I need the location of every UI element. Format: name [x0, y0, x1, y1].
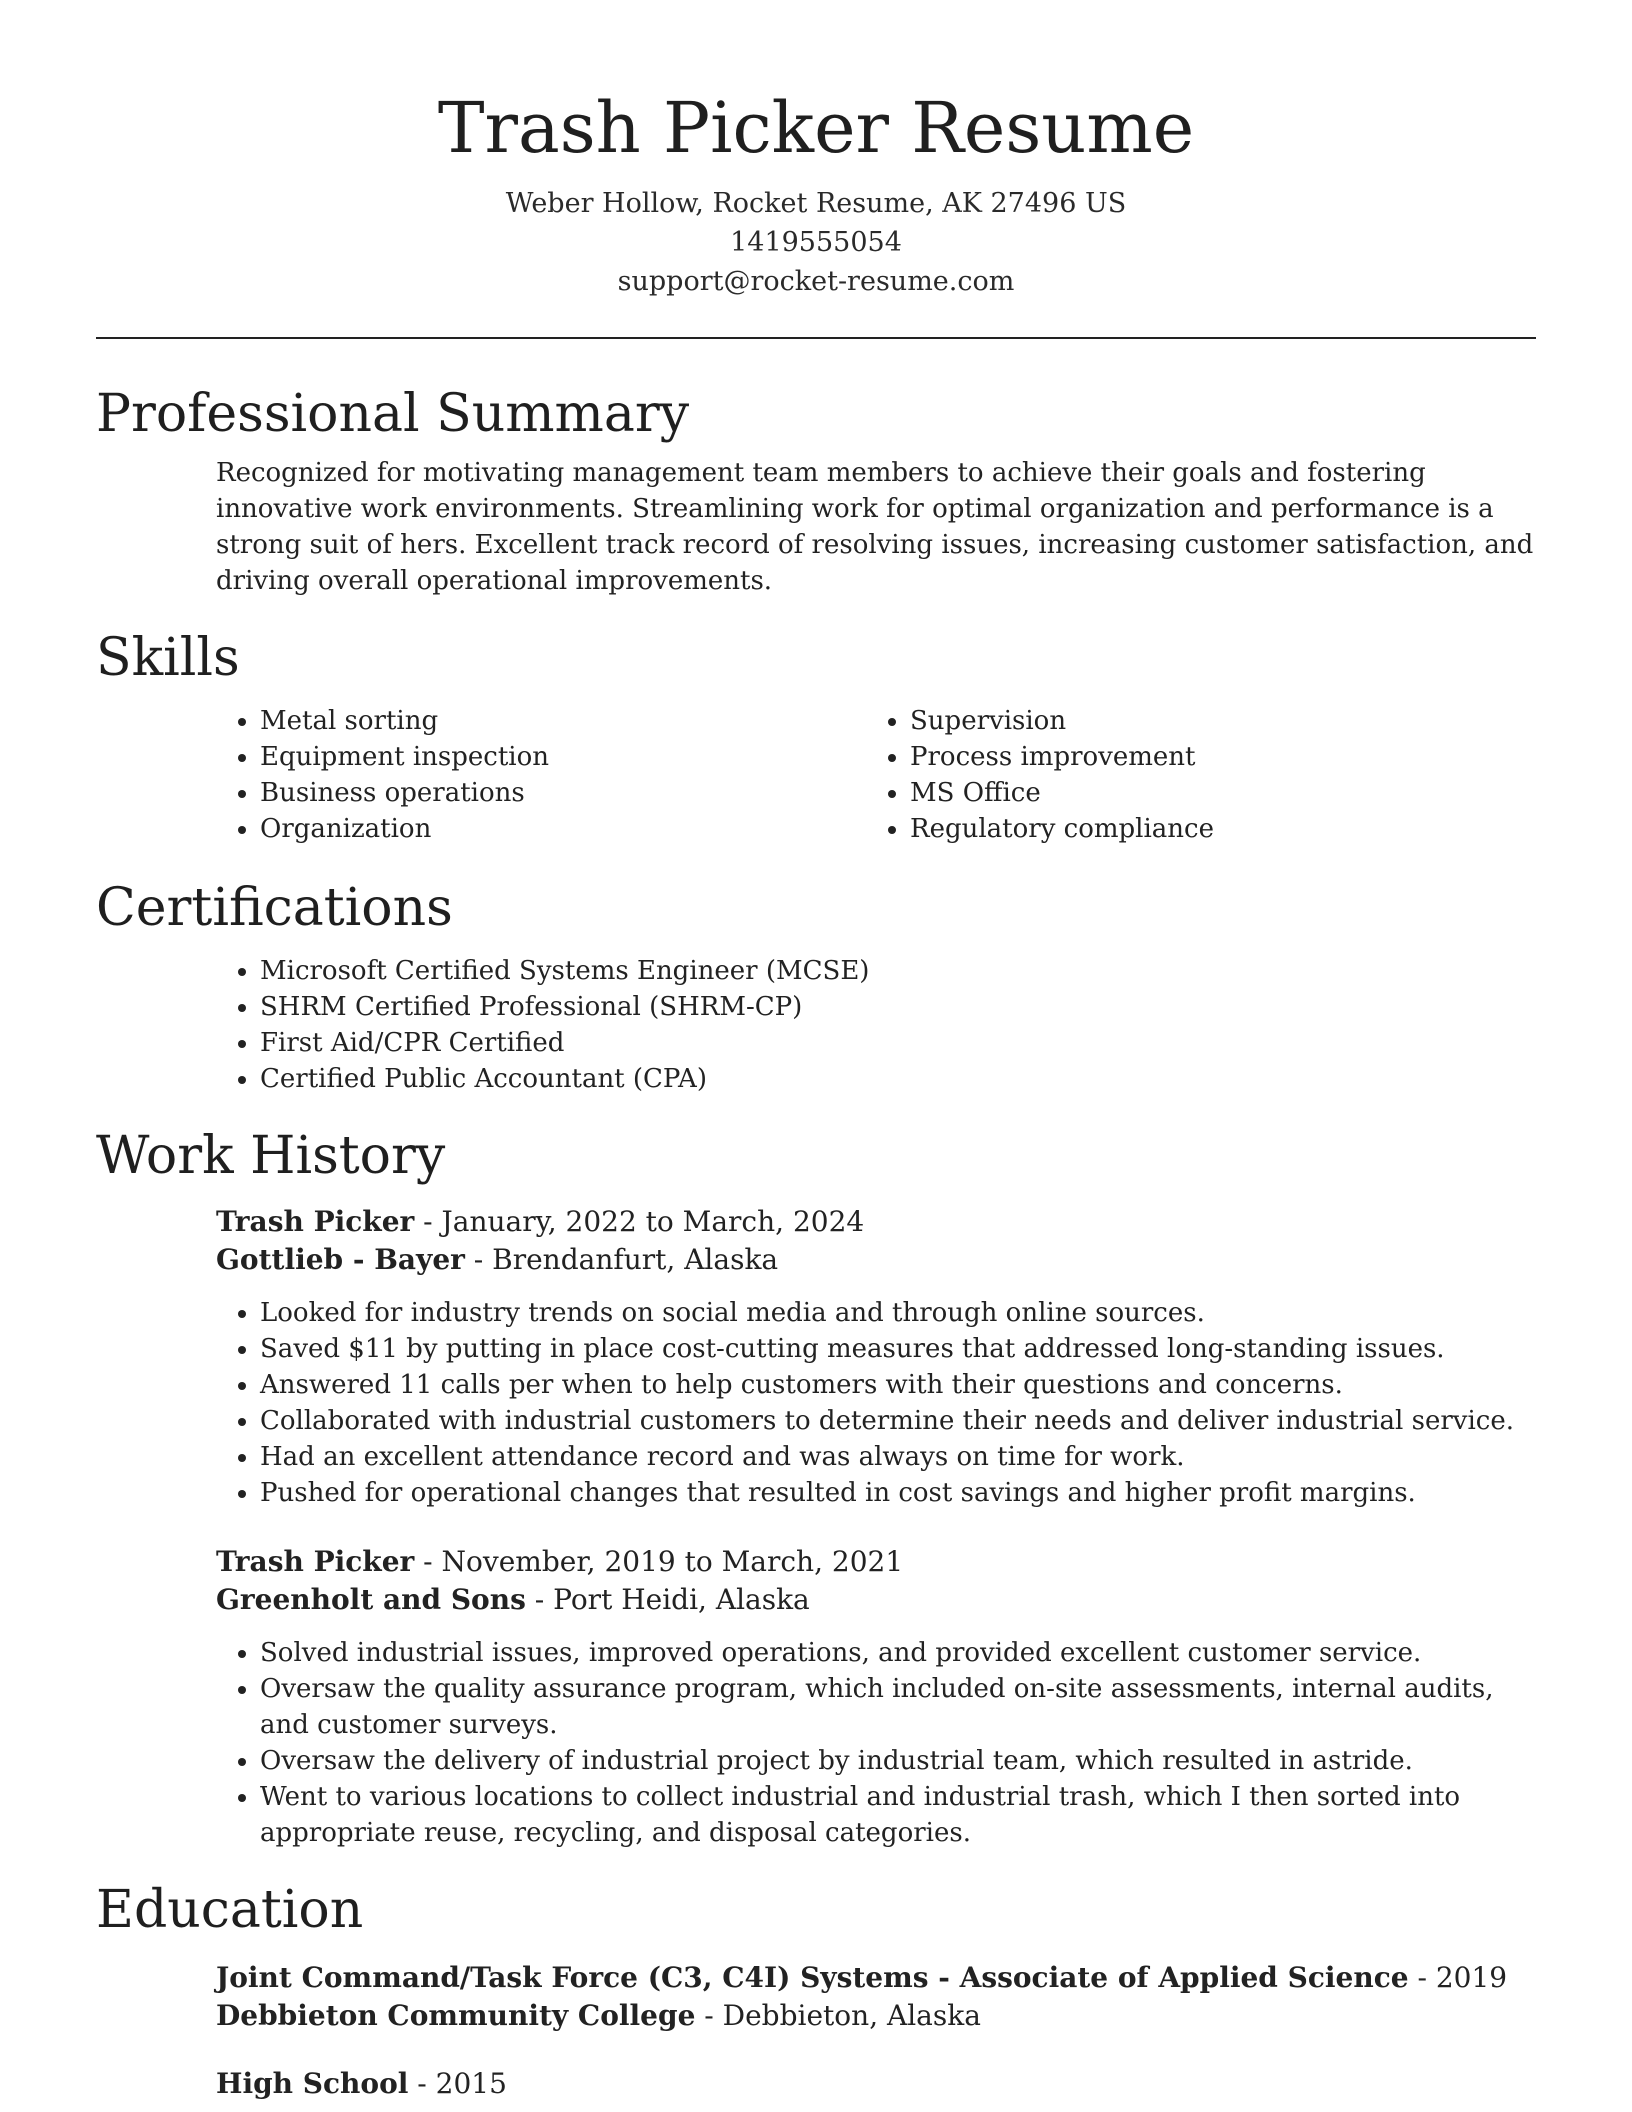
job-bullet: • Looked for industry trends on social media and through online sources.: [260, 1295, 1536, 1331]
skill-item: • Supervision: [910, 703, 1516, 739]
skill-item: • Organization: [260, 811, 866, 847]
resume-title: Trash Picker Resume: [437, 87, 1195, 169]
job-bullet: • Oversaw the quality assurance program, which included on-site assessments, internal audits, and customer surveys.: [260, 1671, 1536, 1743]
job-bullet: • Went to various locations to collect industrial and industrial trash, which I then sorted into appropriate reuse, recycling, and disposal categories.: [260, 1779, 1536, 1851]
education-section: [96, 1875, 1536, 2103]
skill-item: • Equipment inspection: [260, 739, 866, 775]
certification-item: • Microsoft Certified Systems Engineer (MCSE): [260, 953, 1536, 989]
education-degree: High School: [216, 2067, 409, 2100]
address: Weber Hollow, Rocket Resume, AK 27496 US: [505, 188, 1127, 219]
skill-item: • Metal sorting: [260, 703, 866, 739]
education-school: Debbieton Community College: [216, 1999, 696, 2032]
summary-heading: Professional Summary: [96, 384, 690, 444]
work-history-section: [96, 1121, 1536, 1851]
email: support@rocket-resume.com: [617, 266, 1015, 297]
work-history-heading: Work History: [96, 1126, 446, 1186]
job-entry: [216, 1203, 1536, 1511]
skills-grid: [216, 703, 1536, 847]
work-history-body: [216, 1203, 1536, 1851]
job-bullet: • Answered 11 calls per when to help customers with their questions and concerns.: [260, 1367, 1536, 1403]
job-dates: - January, 2022 to March, 2024: [414, 1205, 865, 1238]
job-bullets: [216, 1295, 1536, 1511]
summary-section: [96, 379, 1536, 599]
job-role: Trash Picker: [216, 1545, 415, 1578]
certifications-section: [96, 873, 1536, 1097]
job-dates: - November, 2019 to March, 2021: [414, 1545, 904, 1578]
education-year: - 2019: [1408, 1961, 1508, 1994]
job-bullet: • Collaborated with industrial customers to determine their needs and deliver industrial service.: [260, 1403, 1536, 1439]
resume-page: [96, 0, 1536, 2103]
certifications-list: [216, 953, 1536, 1097]
job-bullet: • Solved industrial issues, improved operations, and provided excellent customer service.: [260, 1635, 1536, 1671]
job-title-line: [216, 1203, 1536, 1241]
certification-item: • SHRM Certified Professional (SHRM-CP): [260, 989, 1536, 1025]
resume-header: [96, 0, 1536, 301]
skill-item: • Business operations: [260, 775, 866, 811]
education-degree-line: [216, 1959, 1536, 1997]
certification-item: • Certified Public Accountant (CPA): [260, 1061, 1536, 1097]
header-divider: [96, 337, 1536, 339]
skills-list-left: [216, 703, 866, 847]
skills-section: [96, 623, 1536, 847]
job-company: Greenholt and Sons: [216, 1583, 526, 1616]
education-school-line: [216, 1997, 1536, 2035]
certifications-heading: Certifications: [96, 878, 453, 938]
education-entry: [216, 1959, 1536, 2035]
education-heading: Education: [96, 1880, 364, 1940]
education-location: - Debbieton, Alaska: [695, 1999, 981, 2032]
job-company: Gottlieb - Bayer: [216, 1243, 465, 1276]
contact-block: [96, 184, 1536, 301]
skill-item: • Process improvement: [910, 739, 1516, 775]
education-degree-line: [216, 2065, 1536, 2103]
job-bullet: • Had an excellent attendance record and was always on time for work.: [260, 1439, 1536, 1475]
skills-list-right: [866, 703, 1516, 847]
job-entry: [216, 1543, 1536, 1851]
summary-text: Recognized for motivating management team members to achieve their goals and fostering innovative work environments. Streamlining work for optimal organization and performance is a strong suit of hers. Excellent track record of resolving issues, increasing customer satisfaction, and driving overall operational improvements.: [216, 458, 1534, 596]
education-year: - 2015: [408, 2067, 507, 2100]
phone: 1419555054: [730, 227, 902, 258]
job-location: - Port Heidi, Alaska: [525, 1583, 810, 1616]
job-role: Trash Picker: [216, 1205, 415, 1238]
skills-heading: Skills: [96, 628, 240, 688]
skill-item: • MS Office: [910, 775, 1516, 811]
education-degree: Joint Command/Task Force (C3, C4I) Systems - Associate of Applied Science: [216, 1961, 1409, 1994]
skills-column-right: [866, 703, 1516, 847]
job-bullets: [216, 1635, 1536, 1851]
skill-item: • Regulatory compliance: [910, 811, 1516, 847]
job-bullet: • Oversaw the delivery of industrial project by industrial team, which resulted in astride.: [260, 1743, 1536, 1779]
job-location: - Brendanfurt, Alaska: [464, 1243, 779, 1276]
job-bullet: • Pushed for operational changes that resulted in cost savings and higher profit margins.: [260, 1475, 1536, 1511]
job-bullet: • Saved $11 by putting in place cost-cutting measures that addressed long-standing issues.: [260, 1331, 1536, 1367]
certifications-body: [216, 953, 1536, 1097]
summary-body: [216, 455, 1536, 599]
job-title-line: [216, 1543, 1536, 1581]
education-entry: [216, 2065, 1536, 2103]
certification-item: • First Aid/CPR Certified: [260, 1025, 1536, 1061]
job-company-line: [216, 1581, 1536, 1619]
education-body: [216, 1959, 1536, 2103]
job-company-line: [216, 1241, 1536, 1279]
skills-column-left: [216, 703, 866, 847]
